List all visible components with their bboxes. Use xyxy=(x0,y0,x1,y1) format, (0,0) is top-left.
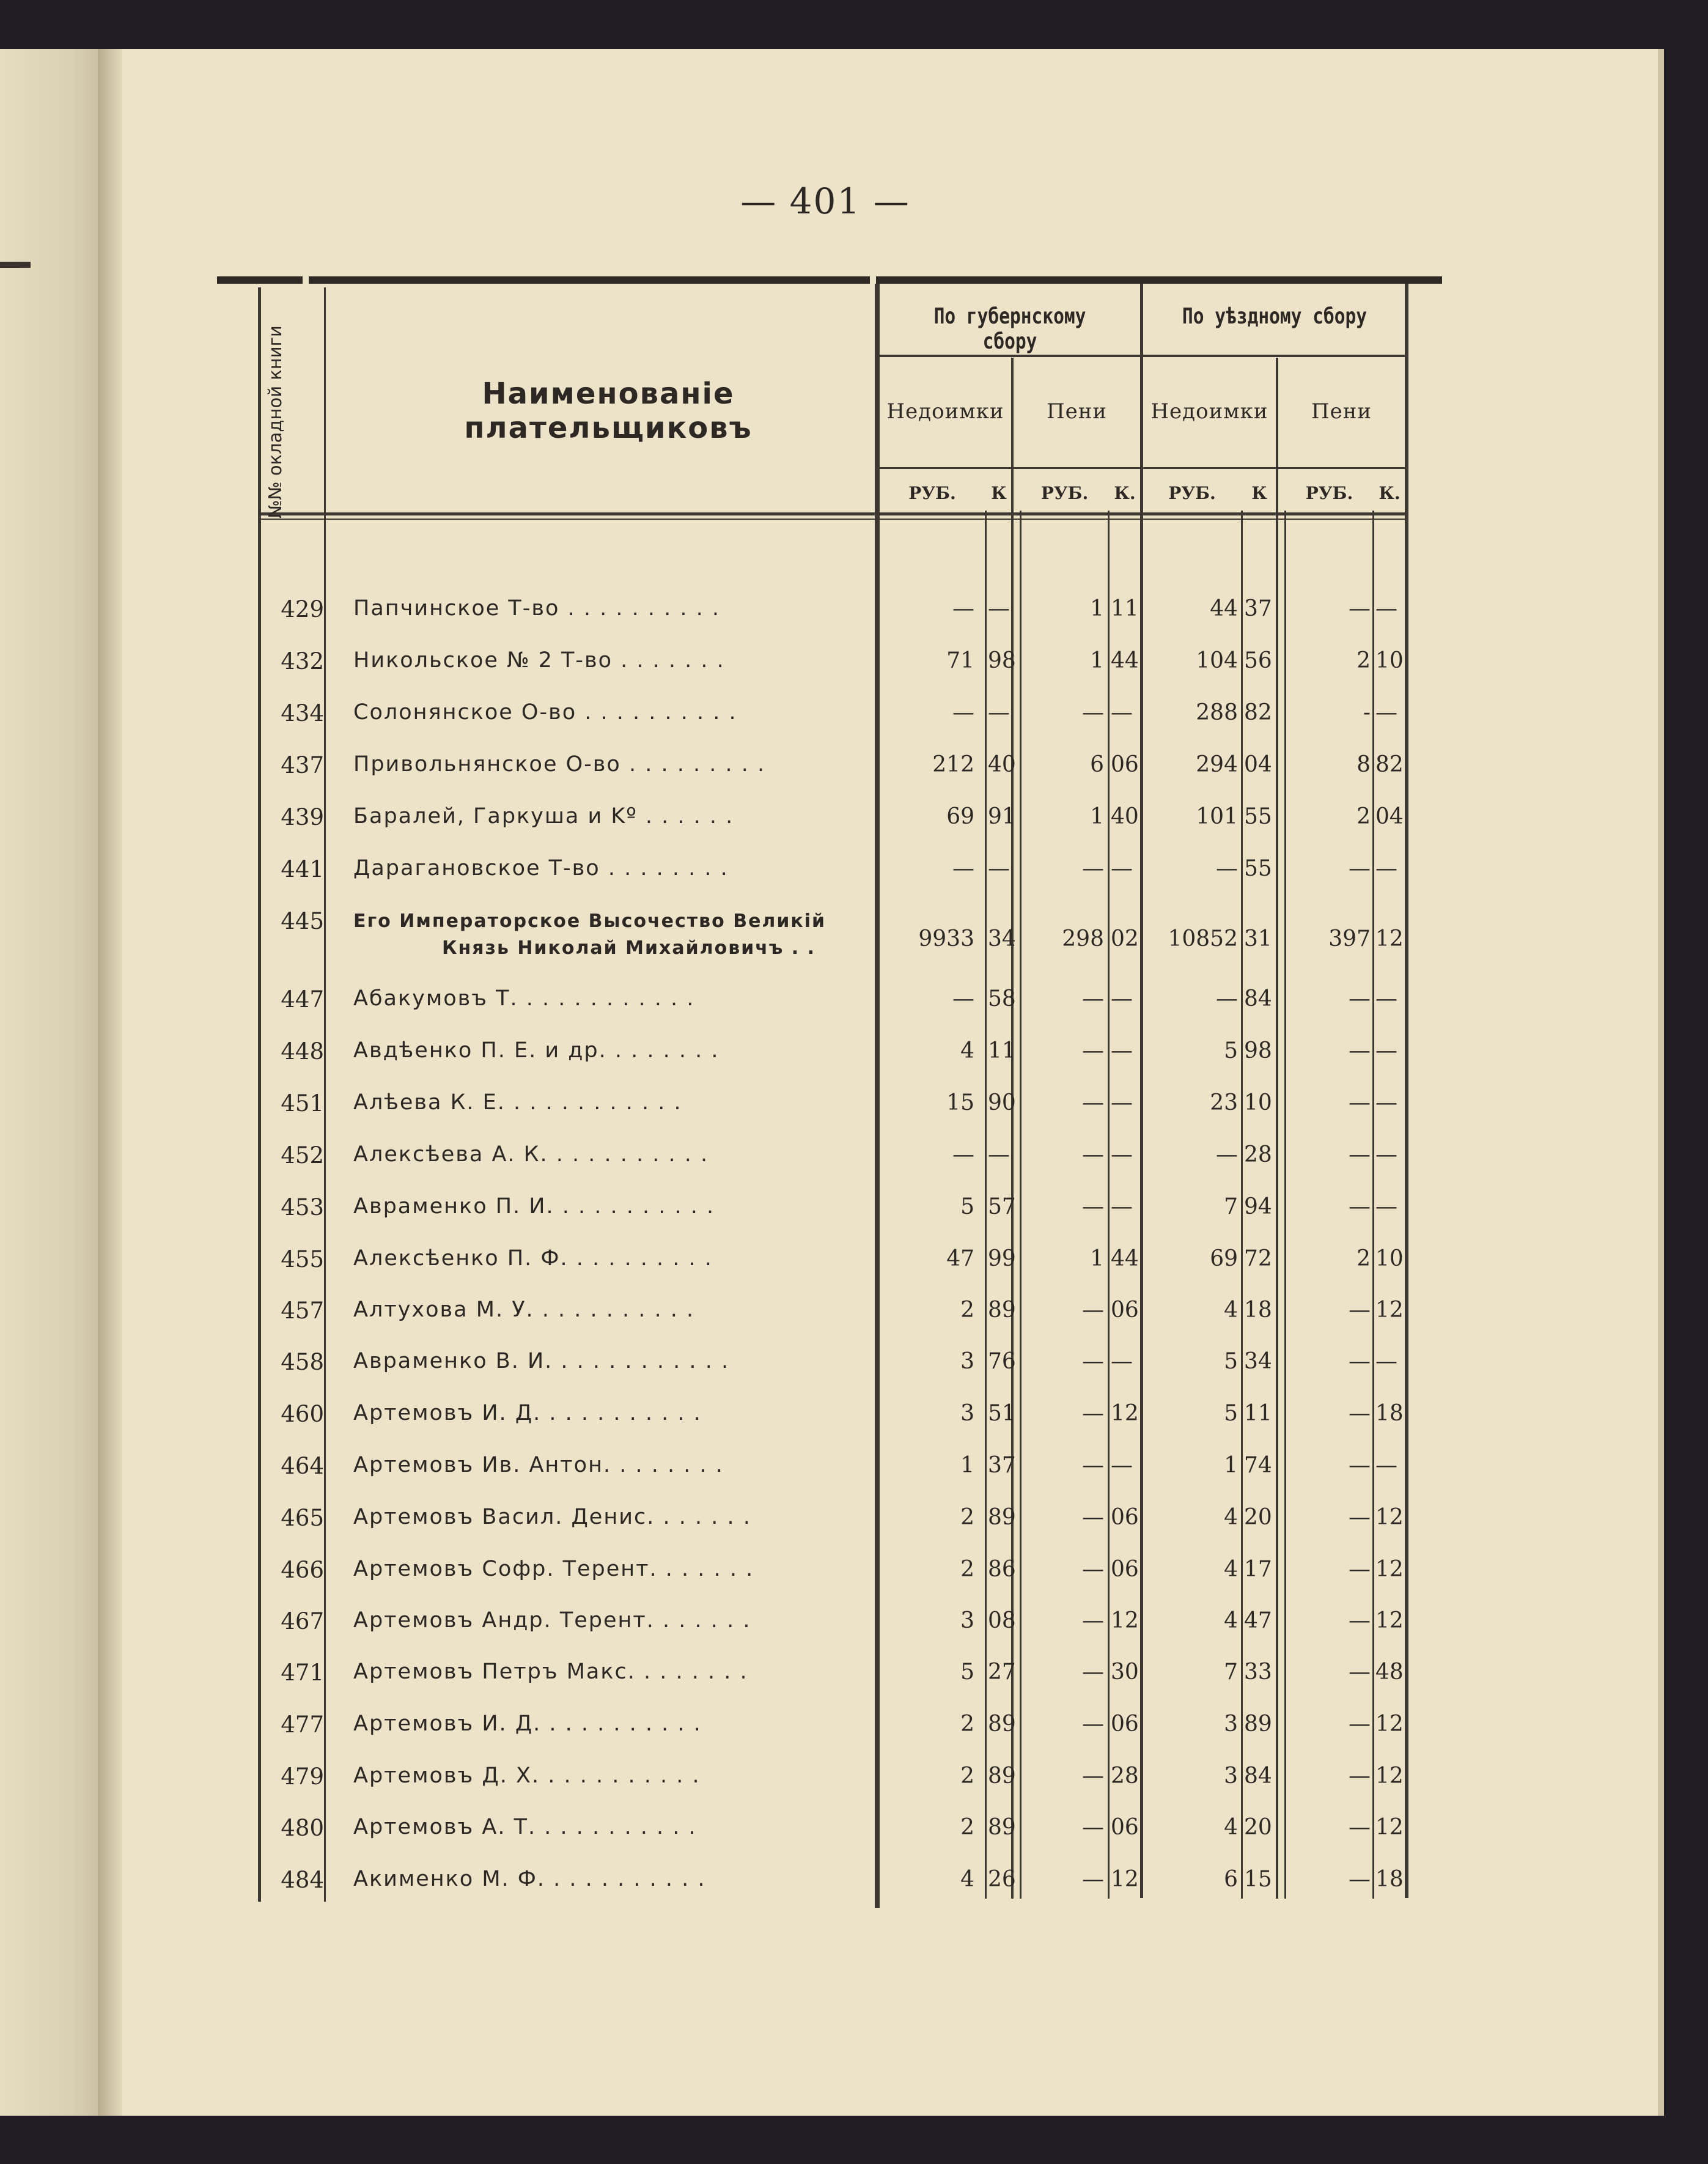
u-ar-k-cell: 47 xyxy=(1244,1608,1272,1633)
table-row xyxy=(0,1246,1708,1295)
u-pe-k-cell: 12 xyxy=(1375,1763,1404,1789)
ledger-number: 448 xyxy=(281,1038,324,1065)
u-pe-r-cell: — xyxy=(1349,1505,1371,1530)
u-ar-k-cell: 74 xyxy=(1244,1453,1272,1478)
top-rule xyxy=(876,276,1442,284)
g-pe-k-cell: — xyxy=(1111,986,1133,1011)
u-pe-r-cell: — xyxy=(1349,1401,1371,1426)
u-pe-r-cell: — xyxy=(1349,1038,1371,1063)
u-pe-k-cell: 12 xyxy=(1375,1298,1404,1323)
ledger-number: 455 xyxy=(281,1246,324,1272)
u-pe-k-cell: 12 xyxy=(1375,1608,1404,1633)
u-ar-k-cell: 17 xyxy=(1244,1557,1272,1582)
g-ar-k-cell: 34 xyxy=(988,926,1016,951)
u-ar-k-cell: 20 xyxy=(1244,1815,1272,1840)
u-pe-r-cell: — xyxy=(1349,1142,1371,1167)
ledger-number: 434 xyxy=(281,700,324,726)
ledger-number: 466 xyxy=(281,1557,324,1583)
g-ar-r-cell: 69 xyxy=(946,804,974,829)
table-row xyxy=(0,986,1708,1035)
g-pe-r-cell: — xyxy=(1082,1349,1104,1374)
payer-name: Артемовъ Васил. Денис. . . . . . . xyxy=(353,1505,751,1529)
g-pe-k-cell: 28 xyxy=(1111,1763,1139,1789)
g-ar-r-cell: 47 xyxy=(946,1246,974,1271)
u-pe-k-cell: — xyxy=(1375,700,1397,725)
g-ar-r-cell: 4 xyxy=(960,1867,974,1892)
g-ar-r-cell: 15 xyxy=(946,1090,974,1115)
u-ar-k-cell: 72 xyxy=(1244,1246,1272,1271)
u-ar-r-cell: 3 xyxy=(1224,1712,1238,1737)
table-row xyxy=(0,1038,1708,1087)
g-pe-r-cell: — xyxy=(1082,856,1104,881)
u-ar-r-cell: 101 xyxy=(1196,804,1238,829)
u-ar-k-cell: 56 xyxy=(1244,648,1272,673)
ledger-number: 458 xyxy=(281,1349,324,1375)
g-pe-r-cell: — xyxy=(1082,1867,1104,1892)
table-row xyxy=(0,1815,1708,1864)
u-pe-k-cell: 12 xyxy=(1375,926,1404,951)
g-pe-k-cell: 12 xyxy=(1111,1401,1139,1426)
g-pe-k-cell: — xyxy=(1111,700,1133,725)
u-pe-r-cell: — xyxy=(1349,1194,1371,1219)
u-ar-k-cell: 33 xyxy=(1244,1660,1272,1685)
u-ar-k-cell: 55 xyxy=(1244,856,1272,881)
g-pe-r-cell: — xyxy=(1082,986,1104,1011)
g-pe-k-cell: — xyxy=(1111,1453,1133,1478)
g-pe-r-cell: — xyxy=(1082,1712,1104,1737)
ledger-number: 467 xyxy=(281,1608,324,1634)
payer-name: Акименко М. Ф. . . . . . . . . . . xyxy=(353,1867,706,1891)
g-pe-k-cell: 06 xyxy=(1111,1557,1139,1582)
header-number-col: №№ окладной книги xyxy=(265,325,285,519)
table-row xyxy=(0,1660,1708,1708)
g-ar-k-cell: 76 xyxy=(988,1349,1016,1374)
u-ar-r-cell: — xyxy=(1216,856,1238,881)
header-name-col: Наименованіе плательщиковъ xyxy=(464,377,753,445)
payer-name: Артемовъ Петръ Макс. . . . . . . . xyxy=(353,1660,748,1684)
g-ar-r-cell: 2 xyxy=(960,1712,974,1737)
ledger-number: 480 xyxy=(281,1815,324,1841)
ledger-number: 432 xyxy=(281,648,324,674)
payer-name: Артемовъ Ив. Антон. . . . . . . . xyxy=(353,1453,724,1477)
table-row xyxy=(0,1090,1708,1139)
u-pe-r-cell: — xyxy=(1349,1660,1371,1685)
page-number: — 401 — xyxy=(740,180,910,222)
table-row xyxy=(0,1401,1708,1450)
payer-name: Алтухова М. У. . . . . . . . . . . xyxy=(353,1298,695,1322)
payer-name: Алѣева К. Е. . . . . . . . . . . . xyxy=(353,1090,682,1115)
g-pe-r-cell: — xyxy=(1082,1660,1104,1685)
g-pe-k-cell: 06 xyxy=(1111,1505,1139,1530)
g-ar-k-cell: 11 xyxy=(988,1038,1016,1063)
g-ar-r-cell: — xyxy=(952,596,974,621)
u-pe-k-cell: 10 xyxy=(1375,648,1404,673)
header-uezd: По уѣздному сбору xyxy=(1182,304,1368,329)
table-row xyxy=(0,1298,1708,1346)
u-ar-k-cell: 20 xyxy=(1244,1505,1272,1530)
g-pe-r-cell: — xyxy=(1082,700,1104,725)
g-ar-k-cell: — xyxy=(988,700,1010,725)
table-row xyxy=(0,596,1708,645)
u-ar-r-cell: 23 xyxy=(1210,1090,1238,1115)
u-pe-k-cell: 12 xyxy=(1375,1712,1404,1737)
g-pe-k-cell: — xyxy=(1111,1038,1133,1063)
u-ar-r-cell: 4 xyxy=(1224,1815,1238,1840)
g-pe-r-cell: — xyxy=(1082,1142,1104,1167)
u-ar-r-cell: — xyxy=(1216,986,1238,1011)
u-ar-r-cell: 4 xyxy=(1224,1608,1238,1633)
g-pe-k-cell: 44 xyxy=(1111,1246,1139,1271)
g-ar-r-cell: 3 xyxy=(960,1349,974,1374)
payer-name xyxy=(353,908,879,962)
table-row xyxy=(0,1557,1708,1606)
g-pe-k-cell: 06 xyxy=(1111,1298,1139,1323)
g-ar-r-cell: 2 xyxy=(960,1763,974,1789)
u-ar-k-cell: 84 xyxy=(1244,986,1272,1011)
u-ar-r-cell: 4 xyxy=(1224,1557,1238,1582)
g-pe-k-cell: — xyxy=(1111,1142,1133,1167)
header-penalties: Пени xyxy=(1311,399,1372,424)
g-ar-k-cell: 58 xyxy=(988,986,1016,1011)
u-ar-k-cell: 94 xyxy=(1244,1194,1272,1219)
table-row xyxy=(0,1142,1708,1191)
u-ar-r-cell: 69 xyxy=(1210,1246,1238,1271)
u-pe-k-cell: — xyxy=(1375,1194,1397,1219)
table-row xyxy=(0,1763,1708,1812)
g-ar-r-cell: 4 xyxy=(960,1038,974,1063)
facing-page-rule xyxy=(0,262,31,268)
u-ar-r-cell: 4 xyxy=(1224,1505,1238,1530)
g-pe-k-cell: 02 xyxy=(1111,926,1139,951)
ledger-number: 445 xyxy=(281,908,324,934)
g-ar-k-cell: 98 xyxy=(988,648,1016,673)
payer-name: Папчинское Т-во . . . . . . . . . . xyxy=(353,596,720,621)
u-ar-r-cell: 44 xyxy=(1210,596,1238,621)
g-pe-k-cell: 12 xyxy=(1111,1608,1139,1633)
u-pe-r-cell: — xyxy=(1349,1453,1371,1478)
g-ar-k-cell: 27 xyxy=(988,1660,1016,1685)
u-pe-r-cell: — xyxy=(1349,596,1371,621)
g-ar-k-cell: 57 xyxy=(988,1194,1016,1219)
g-ar-k-cell: 99 xyxy=(988,1246,1016,1271)
u-ar-k-cell: 89 xyxy=(1244,1712,1272,1737)
u-pe-k-cell: 12 xyxy=(1375,1505,1404,1530)
g-pe-r-cell: — xyxy=(1082,1815,1104,1840)
g-pe-r-cell: — xyxy=(1082,1298,1104,1323)
g-pe-r-cell: 1 xyxy=(1090,1246,1104,1271)
payer-name: Абакумовъ Т. . . . . . . . . . . . xyxy=(353,986,695,1011)
u-ar-r-cell: 1 xyxy=(1224,1453,1238,1478)
table-row xyxy=(0,752,1708,801)
u-ar-r-cell: 5 xyxy=(1224,1038,1238,1063)
u-pe-k-cell: — xyxy=(1375,986,1397,1011)
u-ar-k-cell: 34 xyxy=(1244,1349,1272,1374)
u-ar-r-cell: 104 xyxy=(1196,648,1238,673)
u-pe-r-cell: — xyxy=(1349,1867,1371,1892)
g-pe-k-cell: — xyxy=(1111,1090,1133,1115)
ledger-number: 447 xyxy=(281,986,324,1013)
u-pe-k-cell: 10 xyxy=(1375,1246,1404,1271)
u-pe-r-cell: — xyxy=(1349,1090,1371,1115)
header-arrears: Недоимки xyxy=(1150,399,1268,424)
top-rule xyxy=(217,276,303,284)
g-ar-k-cell: 91 xyxy=(988,804,1016,829)
payer-name: Артемовъ И. Д. . . . . . . . . . . xyxy=(353,1401,702,1425)
ledger-number: 437 xyxy=(281,752,324,778)
payer-name-line2: Князь Николай Михайловичъ . . xyxy=(442,937,816,959)
g-ar-k-cell: — xyxy=(988,1142,1010,1167)
ledger-number: 457 xyxy=(281,1298,324,1324)
g-pe-r-cell: — xyxy=(1082,1090,1104,1115)
table-row xyxy=(0,700,1708,749)
payer-name: Дарагановское Т-во . . . . . . . . xyxy=(353,856,729,881)
u-ar-r-cell: 5 xyxy=(1224,1401,1238,1426)
g-pe-r-cell: — xyxy=(1082,1557,1104,1582)
g-pe-r-cell: — xyxy=(1082,1038,1104,1063)
g-ar-k-cell: — xyxy=(988,856,1010,881)
g-ar-k-cell: — xyxy=(988,596,1010,621)
g-ar-r-cell: 3 xyxy=(960,1401,974,1426)
g-ar-r-cell: — xyxy=(952,1142,974,1167)
u-pe-k-cell: — xyxy=(1375,856,1397,881)
table-row xyxy=(0,1608,1708,1657)
g-ar-k-cell: 37 xyxy=(988,1453,1016,1478)
g-ar-r-cell: 212 xyxy=(932,752,974,777)
g-pe-k-cell: — xyxy=(1111,1194,1133,1219)
g-ar-k-cell: 08 xyxy=(988,1608,1016,1633)
u-pe-r-cell: — xyxy=(1349,1298,1371,1323)
u-ar-r-cell: 294 xyxy=(1196,752,1238,777)
header-kop: К xyxy=(1251,483,1267,503)
g-ar-r-cell: 71 xyxy=(946,648,974,673)
u-pe-r-cell: — xyxy=(1349,1712,1371,1737)
u-ar-r-cell: 5 xyxy=(1224,1349,1238,1374)
ledger-number: 477 xyxy=(281,1712,324,1738)
payer-name-line1: Его Императорское Высочество Великій xyxy=(353,910,826,932)
u-pe-r-cell: 2 xyxy=(1356,1246,1371,1271)
u-pe-k-cell: 48 xyxy=(1375,1660,1404,1685)
u-ar-k-cell: 37 xyxy=(1244,596,1272,621)
g-ar-k-cell: 51 xyxy=(988,1401,1016,1426)
u-ar-r-cell: 10852 xyxy=(1168,926,1238,951)
u-ar-r-cell: 4 xyxy=(1224,1298,1238,1323)
u-ar-k-cell: 04 xyxy=(1244,752,1272,777)
ledger-number: 471 xyxy=(281,1660,324,1686)
g-pe-r-cell: 298 xyxy=(1062,926,1104,951)
g-ar-r-cell: 2 xyxy=(960,1505,974,1530)
table-row xyxy=(0,804,1708,853)
u-pe-r-cell: — xyxy=(1349,1608,1371,1633)
g-ar-k-cell: 89 xyxy=(988,1763,1016,1789)
table-row xyxy=(0,1712,1708,1760)
g-pe-k-cell: 44 xyxy=(1111,648,1139,673)
u-pe-r-cell: - xyxy=(1363,700,1371,725)
u-ar-k-cell: 15 xyxy=(1244,1867,1272,1892)
g-ar-k-cell: 89 xyxy=(988,1815,1016,1840)
g-ar-k-cell: 40 xyxy=(988,752,1016,777)
header-rub: РУБ. xyxy=(1168,483,1216,503)
u-pe-r-cell: 8 xyxy=(1356,752,1371,777)
payer-name: Солонянское О-во . . . . . . . . . . xyxy=(353,700,737,725)
u-pe-k-cell: 18 xyxy=(1375,1867,1404,1892)
ledger-number: 465 xyxy=(281,1505,324,1531)
table-row xyxy=(0,1453,1708,1502)
g-ar-r-cell: — xyxy=(952,856,974,881)
header-kop: К xyxy=(991,483,1007,503)
u-pe-r-cell: — xyxy=(1349,1815,1371,1840)
g-pe-r-cell: — xyxy=(1082,1763,1104,1789)
u-pe-k-cell: — xyxy=(1375,1090,1397,1115)
ledger-number: 479 xyxy=(281,1763,324,1790)
ledger-number: 452 xyxy=(281,1142,324,1169)
payer-name: Авраменко В. И. . . . . . . . . . . . xyxy=(353,1349,730,1373)
ledger-number: 460 xyxy=(281,1401,324,1427)
g-ar-r-cell: 1 xyxy=(960,1453,974,1478)
u-ar-r-cell: 288 xyxy=(1196,700,1238,725)
payer-name: Алексѣенко П. Ф. . . . . . . . . . xyxy=(353,1246,713,1271)
u-pe-r-cell: 2 xyxy=(1356,804,1371,829)
u-pe-k-cell: — xyxy=(1375,596,1397,621)
g-pe-r-cell: — xyxy=(1082,1453,1104,1478)
ledger-number: 464 xyxy=(281,1453,324,1479)
payer-name: Артемовъ Андр. Терент. . . . . . . xyxy=(353,1608,751,1633)
header-rub: РУБ. xyxy=(1305,483,1353,503)
payer-name: Артемовъ А. Т. . . . . . . . . . . xyxy=(353,1815,697,1839)
ledger-number: 453 xyxy=(281,1194,324,1220)
g-pe-k-cell: — xyxy=(1111,856,1133,881)
u-ar-r-cell: 7 xyxy=(1224,1660,1238,1685)
payer-name: Артемовъ Софр. Терент. . . . . . . xyxy=(353,1557,754,1581)
g-pe-r-cell: 1 xyxy=(1090,804,1104,829)
g-ar-k-cell: 90 xyxy=(988,1090,1016,1115)
g-ar-k-cell: 89 xyxy=(988,1505,1016,1530)
u-ar-k-cell: 31 xyxy=(1244,926,1272,951)
g-pe-r-cell: 1 xyxy=(1090,648,1104,673)
u-pe-k-cell: — xyxy=(1375,1453,1397,1478)
payer-name: Никольское № 2 Т-во . . . . . . . xyxy=(353,648,725,673)
u-pe-k-cell: 12 xyxy=(1375,1557,1404,1582)
g-ar-r-cell: 9933 xyxy=(918,926,974,951)
table-row xyxy=(0,908,1708,957)
g-pe-r-cell: 6 xyxy=(1090,752,1104,777)
u-pe-r-cell: — xyxy=(1349,1763,1371,1789)
u-pe-k-cell: — xyxy=(1375,1142,1397,1167)
u-pe-k-cell: — xyxy=(1375,1349,1397,1374)
g-ar-k-cell: 89 xyxy=(988,1298,1016,1323)
g-pe-k-cell: 40 xyxy=(1111,804,1139,829)
g-ar-r-cell: 2 xyxy=(960,1298,974,1323)
u-pe-r-cell: — xyxy=(1349,986,1371,1011)
ledger-number: 451 xyxy=(281,1090,324,1117)
u-ar-r-cell: 6 xyxy=(1224,1867,1238,1892)
ledger-number: 439 xyxy=(281,804,324,830)
g-pe-k-cell: 06 xyxy=(1111,752,1139,777)
header-rub: РУБ. xyxy=(908,483,956,503)
table-row xyxy=(0,648,1708,697)
header-rub: РУБ. xyxy=(1040,483,1089,503)
payer-name: Артемовъ И. Д. . . . . . . . . . . xyxy=(353,1712,702,1736)
table-row xyxy=(0,1505,1708,1554)
u-pe-k-cell: 04 xyxy=(1375,804,1404,829)
payer-name: Алексѣева А. К. . . . . . . . . . . xyxy=(353,1142,709,1167)
g-ar-r-cell: 3 xyxy=(960,1608,974,1633)
u-pe-r-cell: — xyxy=(1349,856,1371,881)
header-kop: К. xyxy=(1114,483,1136,503)
u-pe-k-cell: 82 xyxy=(1375,752,1404,777)
u-ar-k-cell: 28 xyxy=(1244,1142,1272,1167)
u-pe-k-cell: — xyxy=(1375,1038,1397,1063)
g-ar-r-cell: — xyxy=(952,986,974,1011)
payer-name: Авдѣенко П. Е. и др. . . . . . . . xyxy=(353,1038,720,1063)
payer-name: Артемовъ Д. Х. . . . . . . . . . . xyxy=(353,1763,701,1788)
g-ar-r-cell: 5 xyxy=(960,1194,974,1219)
table-row xyxy=(0,1194,1708,1243)
ledger-number: 429 xyxy=(281,596,324,622)
g-pe-k-cell: 11 xyxy=(1111,596,1139,621)
g-pe-r-cell: — xyxy=(1082,1194,1104,1219)
u-ar-k-cell: 55 xyxy=(1244,804,1272,829)
top-rule xyxy=(309,276,870,284)
g-pe-k-cell: 30 xyxy=(1111,1660,1139,1685)
g-ar-r-cell: — xyxy=(952,700,974,725)
g-pe-r-cell: — xyxy=(1082,1505,1104,1530)
g-pe-k-cell: 06 xyxy=(1111,1712,1139,1737)
u-ar-k-cell: 10 xyxy=(1244,1090,1272,1115)
g-ar-k-cell: 89 xyxy=(988,1712,1016,1737)
payer-name: Баралей, Гаркуша и Kº . . . . . . xyxy=(353,804,734,829)
ledger-number: 441 xyxy=(281,856,324,882)
u-pe-k-cell: 12 xyxy=(1375,1815,1404,1840)
u-ar-k-cell: 84 xyxy=(1244,1763,1272,1789)
table-row xyxy=(0,1349,1708,1398)
u-pe-k-cell: 18 xyxy=(1375,1401,1404,1426)
payer-name: Привольнянское О-во . . . . . . . . . xyxy=(353,752,766,777)
table-row xyxy=(0,1867,1708,1916)
g-pe-k-cell: 12 xyxy=(1111,1867,1139,1892)
g-ar-k-cell: 86 xyxy=(988,1557,1016,1582)
u-ar-r-cell: — xyxy=(1216,1142,1238,1167)
g-pe-r-cell: — xyxy=(1082,1401,1104,1426)
payer-name: Авраменко П. И. . . . . . . . . . . xyxy=(353,1194,715,1219)
u-pe-r-cell: 397 xyxy=(1328,926,1371,951)
g-ar-k-cell: 26 xyxy=(988,1867,1016,1892)
g-pe-r-cell: 1 xyxy=(1090,596,1104,621)
u-ar-k-cell: 82 xyxy=(1244,700,1272,725)
u-ar-r-cell: 3 xyxy=(1224,1763,1238,1789)
u-pe-r-cell: 2 xyxy=(1356,648,1371,673)
u-ar-r-cell: 7 xyxy=(1224,1194,1238,1219)
g-pe-k-cell: — xyxy=(1111,1349,1133,1374)
g-ar-r-cell: 5 xyxy=(960,1660,974,1685)
g-ar-r-cell: 2 xyxy=(960,1815,974,1840)
ledger-number: 484 xyxy=(281,1867,324,1893)
u-ar-k-cell: 18 xyxy=(1244,1298,1272,1323)
g-pe-r-cell: — xyxy=(1082,1608,1104,1633)
header-gubernia: По губернскому сбору xyxy=(933,304,1086,354)
header-penalties: Пени xyxy=(1046,399,1108,424)
u-ar-k-cell: 98 xyxy=(1244,1038,1272,1063)
g-ar-r-cell: 2 xyxy=(960,1557,974,1582)
u-ar-k-cell: 11 xyxy=(1244,1401,1272,1426)
g-pe-k-cell: 06 xyxy=(1111,1815,1139,1840)
header-kop: К. xyxy=(1379,483,1401,503)
table-row xyxy=(0,856,1708,905)
u-pe-r-cell: — xyxy=(1349,1557,1371,1582)
header-arrears: Недоимки xyxy=(886,399,1004,424)
u-pe-r-cell: — xyxy=(1349,1349,1371,1374)
